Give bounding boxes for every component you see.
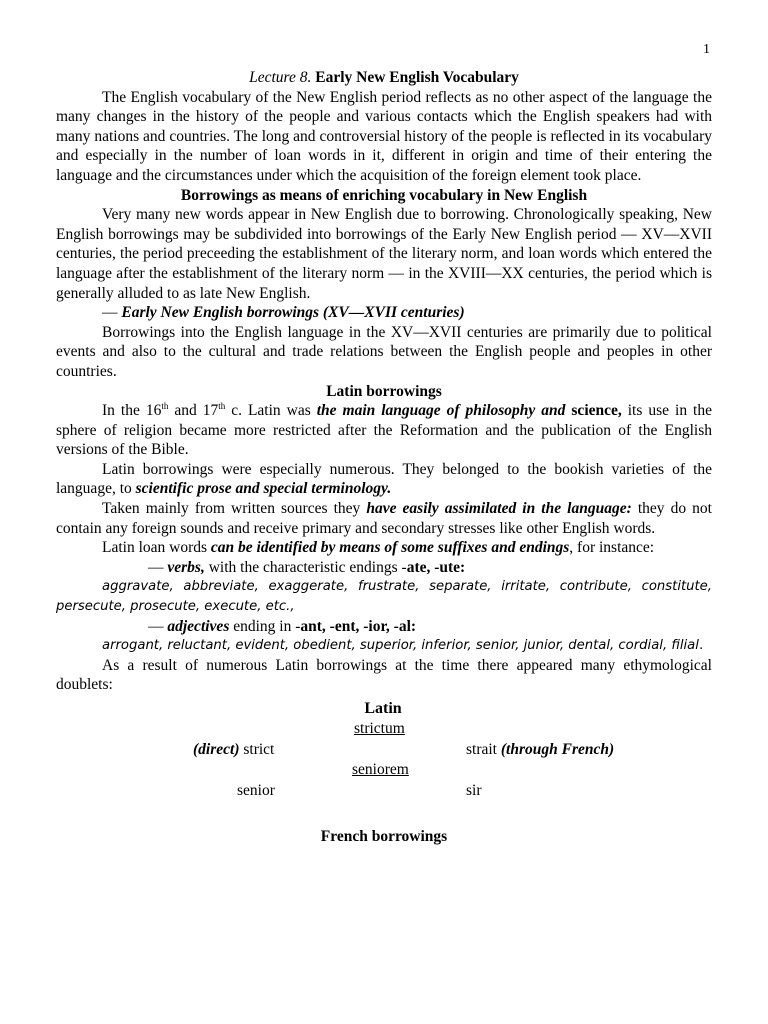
doublets-senior: senior (237, 782, 275, 799)
lecture-number: Lecture 8. (249, 69, 312, 86)
verbs-list-heading (56, 558, 712, 578)
latin-paragraph-4 (56, 538, 712, 558)
emphasis: verbs, (167, 558, 205, 576)
adjectives-list-heading (56, 617, 712, 637)
direct-label: (direct) (193, 741, 240, 758)
doublets-strait (466, 740, 614, 760)
text: Latin borrowings were especially numerous. They belonged to the bookish varieties of the language, to (56, 460, 712, 498)
lecture-heading: Early New English Vocabulary (315, 69, 519, 86)
section-heading-borrowings: Borrowings as means of enriching vocabulary in New English (180, 186, 588, 204)
endings: ate, -ute: (406, 558, 466, 576)
subheading-dash: — (102, 304, 122, 322)
text: c. Latin was (225, 402, 317, 420)
text: and 17 (168, 402, 219, 420)
latin-paragraph-1 (56, 401, 712, 460)
endings: ant, -ent, -ior, -al: (300, 617, 417, 635)
text: , for instance: (569, 539, 655, 557)
french-heading: French borrowings (320, 828, 448, 845)
early-borrowings-paragraph: Borrowings into the English language in the XV—XVII centuries are primarily due to political events and also to the cultural and trade relations between the English people and peoples in other countries. (56, 323, 712, 380)
superscript: th (161, 400, 169, 411)
doublets-seniorem: seniorem (352, 761, 409, 778)
emphasis: can be identified by means of some suffixes and endings (210, 539, 570, 557)
text: ending in - (229, 617, 301, 635)
text: they do not contain any foreign sounds and receive primary and secondary stresses like other English words. (56, 500, 712, 537)
intro-paragraph: The English vocabulary of the New English period reflects as no other aspect of the language the many changes in the history of the people and various contacts which the English speakers had with many nations and countries. The long and controversial history of the people is reflected in its vocabulary and especially in the number of loan words in it, different in origin and time of their entering the language and the circumstances under which the acquisition of the foreign element took place. (56, 88, 712, 184)
doublets-sir: sir (466, 782, 482, 799)
emphasis: have easily assimilated in the language: (366, 500, 632, 518)
emphasis: adjectives (167, 617, 230, 635)
borrowings-paragraph: Very many new words appear in New English due to borrowing. Chronologically speaking, New English borrowings may be subdivided into borrowings of the Early New English period — XV—XVII centuries, the period preceeding the establishment of the literary norm, and loan words which entered the language after the establishment of the literary norm — in the XVIII—XX centuries, the period which is generally alluded to as late New English. (56, 206, 712, 302)
text: Taken mainly from written sources they (102, 500, 367, 518)
strong: science, (565, 402, 622, 420)
text: In the 16 (102, 402, 162, 420)
lecture-title (56, 68, 712, 88)
doublets-table (56, 695, 712, 799)
doublets-strict (193, 740, 274, 760)
doublets-latin-label: Latin (364, 700, 402, 717)
latin-paragraph-2 (56, 460, 712, 499)
verbs-examples: aggravate, abbreviate, exaggerate, frustrate, separate, irritate, contribute, constitute, persecute, prosecute, execute, etc., (56, 579, 712, 615)
emphasis: the main language of philosophy and (316, 402, 566, 420)
subheading-text: Early New English borrowings (XV—XVII centuries) (121, 304, 465, 322)
strait-word: strait (466, 741, 501, 758)
page-number: 1 (703, 42, 710, 57)
through-french-label: (through French) (500, 741, 615, 758)
dash: — (148, 617, 168, 635)
doublets-strictum: strictum (354, 720, 405, 737)
document-body (56, 68, 712, 847)
dash: — (148, 558, 168, 576)
text: its use in the sphere of religion became more restricted after the Reformation and the publication of the English versions of the Bible. (56, 402, 712, 459)
text: Latin loan words (102, 539, 211, 557)
adjectives-examples (56, 636, 712, 656)
latin-paragraph-3 (56, 499, 712, 538)
early-borrowings-subheading (56, 303, 712, 323)
superscript: th (218, 400, 226, 411)
strict-word: strict (239, 741, 275, 758)
emphasis: scientific prose and special terminology. (135, 480, 392, 498)
latin-heading: Latin borrowings (326, 382, 442, 400)
period: . (698, 638, 704, 654)
text: with the characteristic endings - (204, 558, 407, 576)
examples-text: arrogant, reluctant, evident, obedient, superior, inferior, senior, junior, dental, cordial, filial (102, 638, 699, 654)
latin-paragraph-5: As a result of numerous Latin borrowings at the time there appeared many ethymological doublets: (56, 656, 712, 694)
